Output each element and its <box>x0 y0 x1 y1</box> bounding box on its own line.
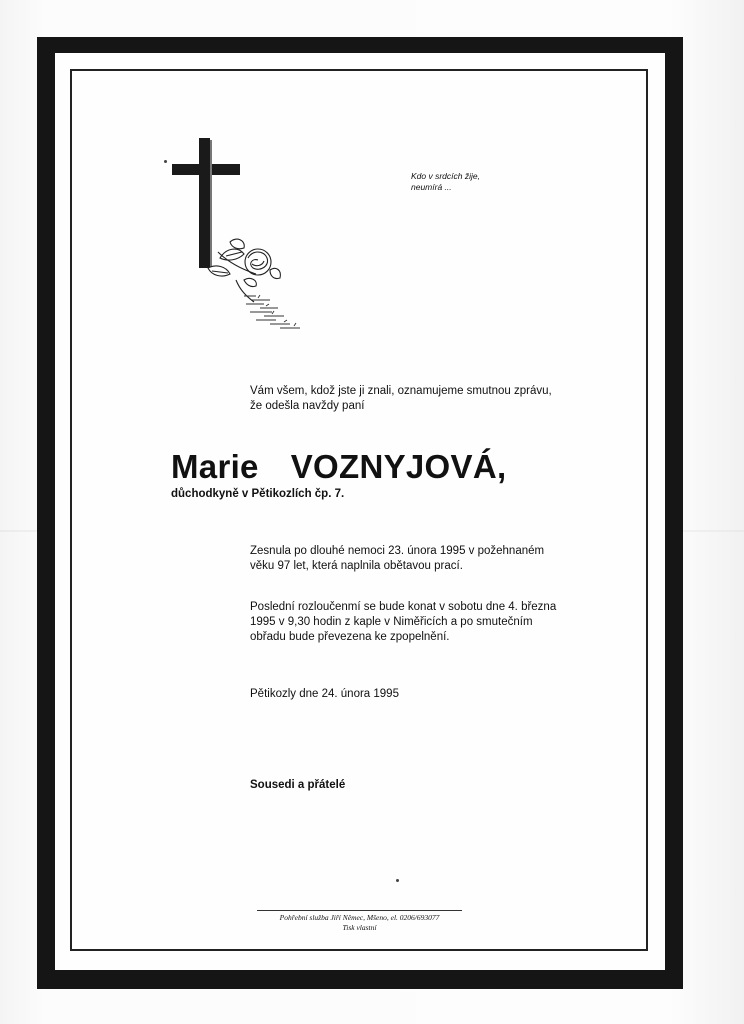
intro-line-2: že odešla navždy paní <box>250 400 365 412</box>
motto-line-1: Kdo v srdcích žije, <box>411 171 480 181</box>
printer-footer <box>257 913 462 933</box>
death-line-1: Zesnula po dlouhé nemoci 23. února 1995 v požehnaném <box>250 545 545 557</box>
rose-icon <box>208 239 280 302</box>
motto <box>411 171 480 193</box>
deceased-description: důchodkyně v Pětikozlích čp. 7. <box>171 488 345 500</box>
speck <box>164 160 167 163</box>
first-name: Marie <box>171 448 259 485</box>
footer-line-2: Tisk vlastní <box>342 923 377 932</box>
place-date: Pětikozly dne 24. února 1995 <box>250 688 399 700</box>
funeral-notice <box>250 600 556 645</box>
deceased-name <box>171 448 506 486</box>
intro-line-1: Vám všem, kdož jste ji znali, oznamujeme smutnou zprávu, <box>250 385 552 397</box>
grass-icon <box>244 295 300 328</box>
last-name: VOZNYJOVÁ, <box>290 448 507 485</box>
footer-rule <box>257 910 462 911</box>
footer-line-1: Pohřební služba Jiří Němec, Mšeno, el. 0206/693077 <box>279 913 440 922</box>
intro-text <box>250 384 552 414</box>
cross-with-rose <box>160 130 330 340</box>
funeral-line-1: Poslední rozloučenmí se bude konat v sobotu dne 4. března <box>250 601 557 613</box>
speck <box>396 879 399 882</box>
signature: Sousedi a přátelé <box>250 779 346 791</box>
funeral-line-3: obřadu bude převezena ke zpopelnění. <box>250 631 450 643</box>
death-notice <box>250 544 544 574</box>
inner-frame-line <box>70 69 648 951</box>
death-line-2: věku 97 let, která naplnila obětavou prací. <box>250 560 463 572</box>
cross-icon <box>160 130 330 340</box>
funeral-line-2: 1995 v 9,30 hodin z kaple v Niměřicích a po smutečním <box>250 616 533 628</box>
motto-line-2: neumírá ... <box>411 182 452 192</box>
